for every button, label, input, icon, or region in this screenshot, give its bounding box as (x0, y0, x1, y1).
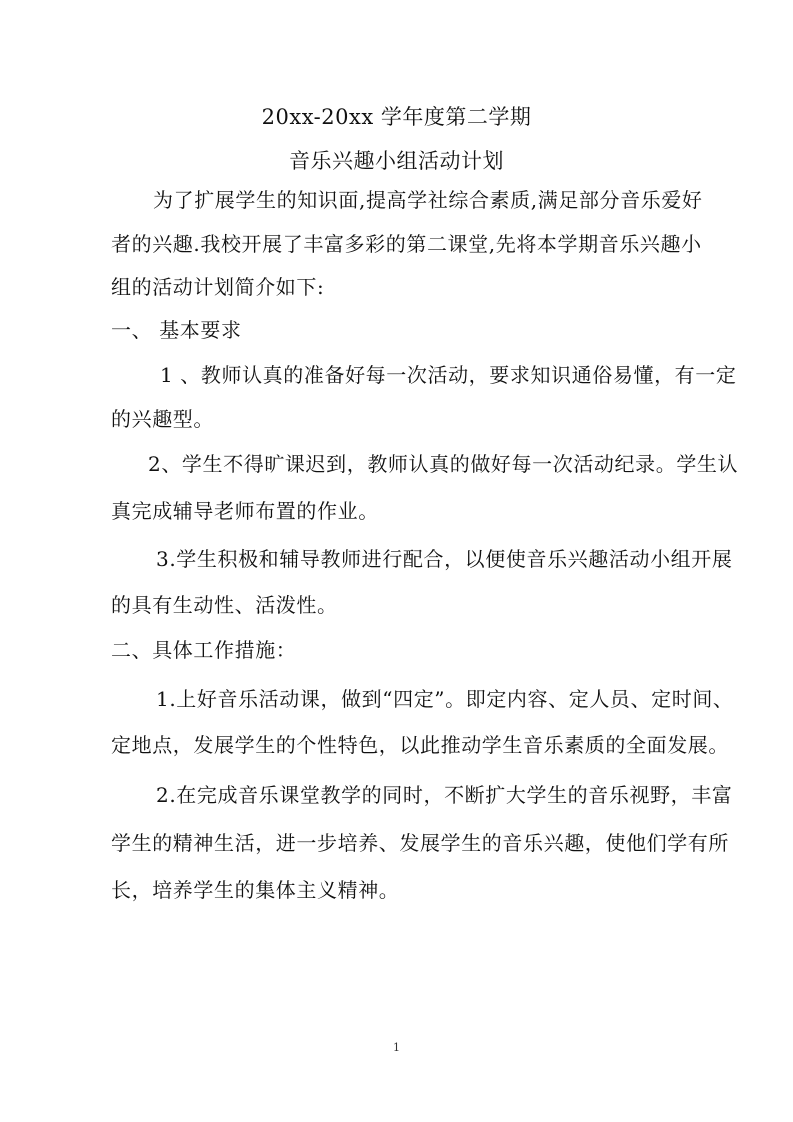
intro-line-1: 为了扩展学生的知识面,提高学社综合素质,满足部分音乐爱好 (153, 188, 703, 212)
section-1-heading: 一、 基本要求 (111, 318, 242, 342)
item-line: 真完成辅导老师布置的作业。 (111, 499, 379, 523)
page-number: 1 (393, 1041, 400, 1054)
item-line: 的具有生动性、活泼性。 (111, 593, 338, 617)
item-line: 1 、教师认真的准备好每一次活动，要求知识通俗易懂，有一定 (160, 363, 737, 387)
document-title-main: 音乐兴趣小组活动计划 (289, 149, 504, 173)
item-line: 3.学生积极和辅导教师进行配合，以便使音乐兴趣活动小组开展 (156, 547, 733, 571)
item-line: 2.在完成音乐课堂教学的同时，不断扩大学生的音乐视野，丰富 (156, 783, 733, 807)
item-line: 的兴趣型。 (111, 407, 214, 431)
document-title-term: 20xx-20xx 学年度第二学期 (261, 105, 532, 129)
intro-line-3: 组的活动计划简介如下: (111, 275, 325, 299)
intro-line-2: 者的兴趣.我校开展了丰富多彩的第二课堂,先将本学期音乐兴趣小 (111, 232, 702, 256)
item-line: 长，培养学生的集体主义精神。 (111, 878, 400, 902)
item-line: 2、学生不得旷课迟到，教师认真的做好每一次活动纪录。学生认 (148, 452, 739, 476)
item-line: 1.上好音乐活动课，做到“四定”。即定内容、定人员、定时间、 (156, 687, 734, 711)
item-line: 定地点，发展学生的个性特色，以此推动学生音乐素质的全面发展。 (111, 733, 729, 757)
section-2-heading: 二、具体工作措施： (111, 638, 297, 662)
item-line: 学生的精神生活，进一步培养、发展学生的音乐兴趣，使他们学有所 (111, 831, 729, 855)
